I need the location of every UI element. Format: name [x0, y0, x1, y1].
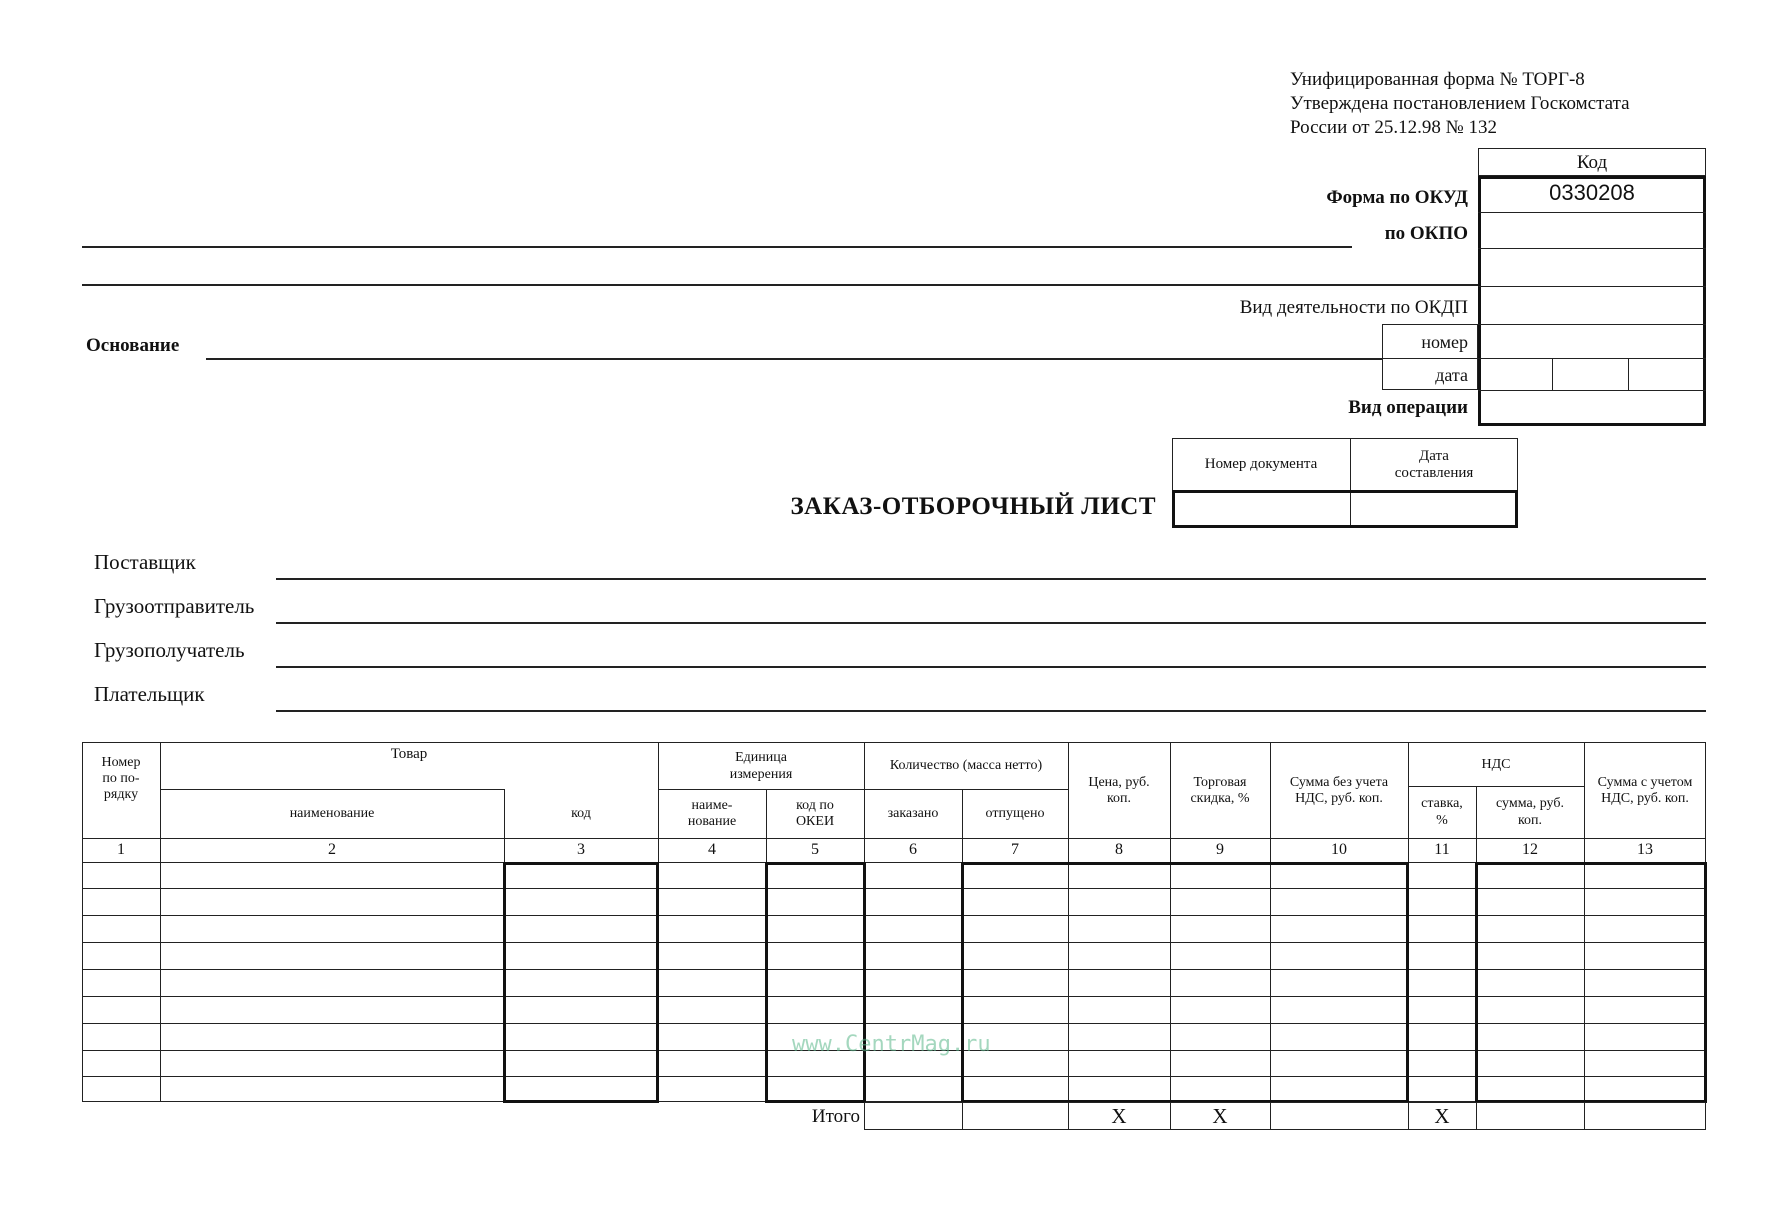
total-row — [864, 1102, 1706, 1130]
payer-label: Плательщик — [94, 682, 205, 706]
col-vat-sum-header: сумма, руб. коп. — [1496, 796, 1564, 828]
codes-divider — [1478, 358, 1706, 359]
table-row — [82, 969, 1706, 970]
codes-divider — [1478, 248, 1706, 249]
col-goods-header: Товар — [390, 746, 428, 763]
codes-box — [1478, 176, 1706, 426]
col-goods-name-header: наименование — [289, 805, 375, 821]
table-row — [82, 1076, 1706, 1077]
col-goods-code-header: код — [571, 805, 591, 821]
okud-value: 0330208 — [1549, 180, 1635, 205]
col-number: 13 — [1637, 841, 1653, 859]
watermark: www.CentrMag.ru — [792, 1032, 991, 1057]
col-discount-header: Торговая скидка, % — [1190, 774, 1250, 806]
date-divider — [1628, 358, 1629, 390]
vat-sum-frame — [1475, 862, 1707, 1103]
doc-number-header: Номер документа — [1204, 456, 1318, 473]
col-number: 1 — [117, 841, 125, 859]
col-number: 4 — [708, 841, 716, 859]
col-number: 7 — [1011, 841, 1019, 859]
col-qty-ordered-header: заказано — [887, 805, 939, 821]
table-row — [82, 942, 1706, 943]
total-vat-rate-x: X — [1434, 1103, 1450, 1128]
total-label: Итого — [811, 1106, 860, 1127]
col-quantity-header: Количество (масса нетто) — [889, 758, 1043, 774]
released-to-sum-frame — [961, 862, 1409, 1103]
form-header-line-3: России от 25.12.98 № 132 — [1290, 117, 1497, 138]
shipper-label: Грузоотправитель — [94, 594, 255, 618]
operation-label: Вид операции — [1348, 397, 1468, 418]
column-number-row-bottom — [82, 862, 1706, 863]
codes-divider — [1478, 286, 1706, 287]
col-number: 6 — [909, 841, 917, 859]
col-number: 9 — [1216, 841, 1224, 859]
form-header-line-1: Унифицированная форма № ТОРГ-8 — [1290, 69, 1585, 90]
date-divider — [1552, 358, 1553, 390]
consignee-label: Грузополучатель — [94, 638, 245, 662]
document-title: ЗАКАЗ-ОТБОРОЧНЫЙ ЛИСТ — [790, 493, 1156, 520]
col-sum-with-vat-header: Сумма с учетом НДС, руб. коп. — [1597, 774, 1693, 806]
codes-divider — [1478, 324, 1706, 325]
col-unit-header: Единица измерения — [729, 750, 793, 782]
col-number: 8 — [1115, 841, 1123, 859]
nomer-label: номер — [1421, 332, 1468, 352]
table-row — [82, 915, 1706, 916]
okpo-label: по ОКПО — [1384, 223, 1468, 244]
consignee-line — [276, 666, 1706, 668]
data-label: дата — [1435, 365, 1468, 385]
doc-value-box — [1172, 490, 1518, 528]
okdp-label: Вид деятельности по ОКДП — [1239, 297, 1468, 318]
osnovanie-label: Основание — [86, 335, 180, 356]
col-sum-without-vat-header: Сумма без учета НДС, руб. коп. — [1289, 774, 1389, 806]
kod-label: Код — [1576, 152, 1608, 173]
col-row-number-header: Номер по по-рядку — [101, 754, 141, 803]
organization-line — [82, 246, 1352, 248]
table-row — [82, 996, 1706, 997]
nomer-data-divider — [1382, 358, 1478, 359]
col-vat-header: НДС — [1481, 756, 1511, 772]
col-number: 11 — [1434, 841, 1450, 859]
col-number: 10 — [1331, 841, 1347, 859]
doc-date-header: Дата составления — [1394, 447, 1474, 481]
goods-code-column-frame — [503, 862, 659, 1103]
col-number: 3 — [577, 841, 585, 859]
okud-label: Форма по ОКУД — [1326, 187, 1468, 208]
okei-column-frame — [765, 862, 866, 1103]
supplier-line — [276, 578, 1706, 580]
shipper-line — [276, 622, 1706, 624]
col-price-header: Цена, руб. коп. — [1088, 774, 1150, 806]
col-number: 2 — [328, 841, 336, 859]
codes-divider — [1478, 212, 1706, 213]
col-number: 5 — [811, 841, 819, 859]
codes-divider — [1478, 390, 1706, 391]
division-line — [82, 284, 1478, 286]
total-price-x: X — [1111, 1103, 1127, 1128]
payer-line — [276, 710, 1706, 712]
total-discount-x: X — [1212, 1103, 1228, 1128]
col-unit-okei-header: код по ОКЕИ — [795, 797, 835, 829]
table-row — [82, 1023, 1706, 1024]
table-row — [82, 888, 1706, 889]
supplier-label: Поставщик — [94, 550, 196, 574]
col-number: 12 — [1522, 841, 1538, 859]
form-header-line-2: Утверждена постановлением Госкомстата — [1290, 93, 1630, 114]
col-unit-name-header: наиме-нование — [687, 797, 737, 829]
osnovanie-line — [206, 358, 1382, 360]
col-qty-released-header: отпущено — [985, 805, 1045, 821]
col-vat-rate-header: ставка, % — [1421, 796, 1463, 828]
